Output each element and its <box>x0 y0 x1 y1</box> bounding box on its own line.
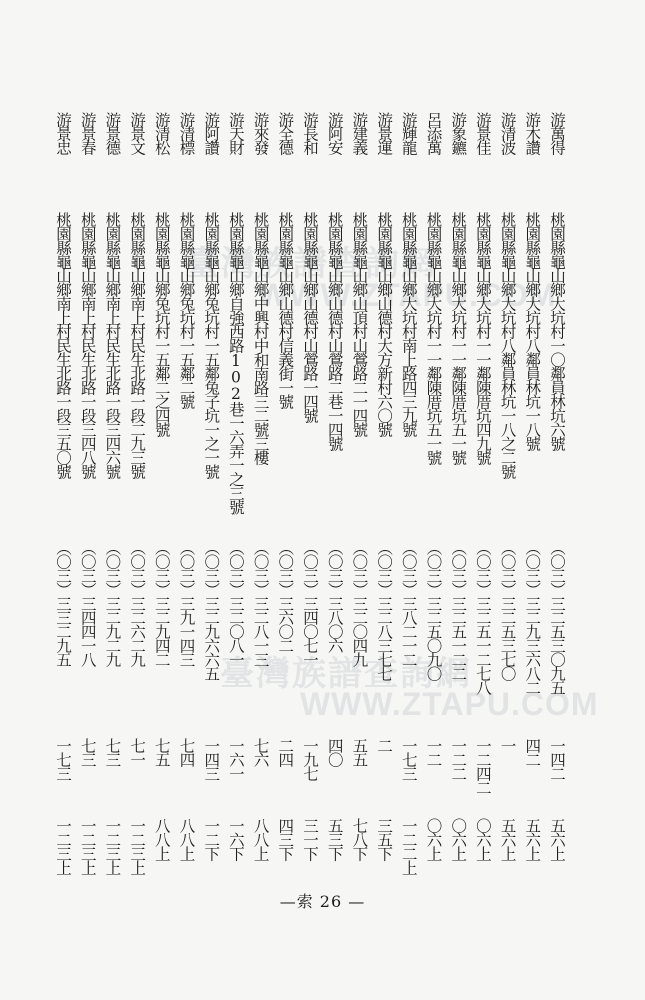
entry-name: 游長和 <box>301 112 319 154</box>
entry-page: 三一下 <box>301 818 319 860</box>
entry-phone: （〇三）三二九四二 <box>152 540 171 666</box>
entry-address: 桃園縣龜山鄉自強西路102巷一六弄一之三號 <box>226 212 245 514</box>
entry-address: 桃園縣龜山鄉山德村信義街一號 <box>276 212 295 408</box>
entry-column <box>446 112 470 892</box>
entry-volume: 五五 <box>350 738 369 766</box>
entry-name: 呂添萬 <box>424 112 443 154</box>
entry-address: 桃園縣龜山鄉山德村山鶯路一四號 <box>301 212 319 422</box>
entry-page: 八八上 <box>177 818 196 860</box>
entry-phone: （〇三）三二五一二七八 <box>473 540 492 694</box>
entry-address: 桃園縣龜山鄉山頂村山鶯路二一四號 <box>350 212 369 436</box>
entry-volume: 七一 <box>128 738 147 766</box>
page-number-footer: —索 26 — <box>279 892 366 911</box>
entry-address: 桃園縣龜山鄉南上村民生北路一段三四六號 <box>103 212 122 478</box>
entry-address: 桃園縣龜山鄉大坑村一一鄰陳厝坑五一號 <box>424 212 443 464</box>
watermark-text: 臺灣族譜查詢網 <box>220 655 472 693</box>
entry-page: 一二三上 <box>103 818 122 874</box>
entry-name: 游輝龍 <box>399 112 418 154</box>
entry-volume: 一二二 <box>449 738 468 780</box>
entry-name: 游全德 <box>276 112 295 154</box>
entry-name: 游阿安 <box>325 112 344 154</box>
entry-column <box>51 112 75 892</box>
entry-page: 一二三上 <box>128 818 147 874</box>
entry-column <box>520 112 544 892</box>
entry-name: 游景德 <box>103 112 122 154</box>
entry-name: 游景佳 <box>473 112 492 154</box>
entry-page: 四三下 <box>276 818 295 860</box>
entry-volume: 一九七 <box>301 738 319 780</box>
entry-volume: 七五 <box>152 738 171 766</box>
entry-phone: （〇三）三二八三七七 <box>375 540 394 680</box>
entry-phone: （〇三）三二九三六八二 <box>523 540 542 694</box>
entry-page: 五六上 <box>498 818 517 860</box>
entry-column <box>397 112 421 892</box>
entry-address: 桃園縣龜山鄉大坑村八鄰員林坑一八號 <box>523 212 542 450</box>
entry-column <box>273 112 297 892</box>
entry-volume: 一七三 <box>399 738 418 780</box>
entry-page: 一二三上 <box>54 818 72 874</box>
entry-name: 游萬得 <box>548 112 566 154</box>
entry-volume: 一七三 <box>54 738 72 780</box>
entry-name: 游景忠 <box>54 112 72 154</box>
entry-column <box>422 112 446 892</box>
entry-phone: （〇三）三二八一三 <box>251 540 270 666</box>
entry-address: 桃園縣龜山鄉中興村中和南路三二號三樓 <box>251 212 270 464</box>
entry-name: 游景運 <box>375 112 394 154</box>
entry-address: 桃園縣龜山鄉大坑村八鄰員林坑一八之二號 <box>498 212 517 478</box>
entry-column <box>496 112 520 892</box>
entry-phone: （〇三）三四四一八 <box>78 540 97 666</box>
entry-name: 游象鑣 <box>449 112 468 154</box>
entry-phone: （〇三）三二九六六五 <box>202 540 221 680</box>
watermark-url: WWW.ZTAPU.COM <box>300 686 599 722</box>
entry-volume: 一六一 <box>226 738 245 780</box>
entry-page: 一二下 <box>202 818 221 860</box>
entry-column <box>249 112 273 892</box>
entry-volume: 七四 <box>177 738 196 766</box>
entry-page: 〇六上 <box>473 818 492 860</box>
entry-column <box>347 112 371 892</box>
entry-phone: （〇三）三二〇八一 <box>226 540 245 666</box>
entry-volume: 一二 <box>424 738 443 766</box>
entry-name: 游阿讚 <box>202 112 221 154</box>
entry-volume: 七三 <box>103 738 122 766</box>
entry-phone: （〇三）三三二九五 <box>54 540 72 666</box>
entry-name: 游天財 <box>226 112 245 154</box>
entry-address: 桃園縣龜山鄉山德村大方新村六〇號 <box>375 212 394 436</box>
entry-volume: 七六 <box>251 738 270 766</box>
entry-volume: 一四二 <box>548 738 566 780</box>
entry-address: 桃園縣龜山鄉兔坑村一五鄰二之四號 <box>152 212 171 436</box>
entry-phone: （〇三）三二五一二二 <box>449 540 468 680</box>
entry-phone: （〇三）三二五三〇九五 <box>548 540 566 694</box>
entry-column <box>545 112 569 892</box>
entry-column <box>224 112 248 892</box>
entry-volume: 一四三 <box>202 738 221 780</box>
entry-name: 游清波 <box>498 112 517 154</box>
entry-phone: （〇三）三二九二九 <box>103 540 122 666</box>
entry-page: 一二三上 <box>78 818 97 874</box>
entry-phone: （〇三）三八二一二 <box>399 540 418 666</box>
entry-volume: 二四 <box>276 738 295 766</box>
entry-column <box>100 112 124 892</box>
entry-column <box>372 112 396 892</box>
entry-name: 游建義 <box>350 112 369 154</box>
entry-volume: 一 <box>498 738 517 752</box>
entry-phone: （〇三）三八〇六 <box>325 540 344 652</box>
entry-column <box>76 112 100 892</box>
watermark-text: 臺灣族譜查詢網 <box>185 245 437 283</box>
entry-phone: （〇三）三二六二九 <box>128 540 147 666</box>
entry-name: 游景文 <box>128 112 147 154</box>
entry-page: 五六上 <box>548 818 566 860</box>
entry-column <box>199 112 223 892</box>
entry-phone: （〇三）三二〇四九 <box>350 540 369 666</box>
entry-column <box>471 112 495 892</box>
entry-column <box>298 112 322 892</box>
entry-volume: 二 <box>375 738 394 752</box>
entry-page: 八八上 <box>251 818 270 860</box>
entry-column <box>125 112 149 892</box>
entry-page: 七八下 <box>350 818 369 860</box>
entry-address: 桃園縣龜山鄉南上村民生北路一段二九三號 <box>128 212 147 478</box>
entry-name: 游來發 <box>251 112 270 154</box>
entry-page: 八八上 <box>152 818 171 860</box>
entry-phone: （〇三）三四〇七一 <box>301 540 319 666</box>
entry-name: 游清松 <box>152 112 171 154</box>
entry-volume: 四〇 <box>325 738 344 766</box>
entry-name: 游景春 <box>78 112 97 154</box>
watermark-url: WWW.ZTAPU.COM <box>258 277 557 313</box>
entry-phone: （〇三）三六〇二 <box>276 540 295 652</box>
entry-address: 桃園縣龜山鄉大坑村一一鄰陳厝坑五一號 <box>449 212 468 464</box>
entry-page: 〇六上 <box>424 818 443 860</box>
entry-column <box>175 112 199 892</box>
entry-address: 桃園縣龜山鄉大坑村一〇鄰員林坑六號 <box>548 212 566 450</box>
entry-page: 一六下 <box>226 818 245 860</box>
entry-address: 桃園縣龜山鄉山德村山鶯路二巷一四號 <box>325 212 344 450</box>
entry-volume: 七三 <box>78 738 97 766</box>
entry-page: 一二二上 <box>399 818 418 874</box>
entry-page: 五六上 <box>523 818 542 860</box>
entry-column <box>150 112 174 892</box>
entry-phone: （〇三）三二五三七〇 <box>498 540 517 680</box>
entry-phone: （〇三）三二五〇九〇 <box>424 540 443 680</box>
entry-name: 游清標 <box>177 112 196 154</box>
entry-column <box>323 112 347 892</box>
entry-page: 〇六上 <box>449 818 468 860</box>
entry-volume: 一二四二 <box>473 738 492 794</box>
entry-address: 桃園縣龜山鄉兔坑村一五鄰兔子坑一之一號 <box>202 212 221 478</box>
entry-page: 五三下 <box>325 818 344 860</box>
entry-page: 三五下 <box>375 818 394 860</box>
entry-phone: （〇三）三九一四三 <box>177 540 196 666</box>
entry-name: 游木讚 <box>523 112 542 154</box>
entry-address: 桃園縣龜山鄉南上村民生北路一段三五〇號 <box>54 212 72 478</box>
entry-address: 桃園縣龜山鄉大坑村一一鄰陳厝坑四九號 <box>473 212 492 464</box>
entry-address: 桃園縣龜山鄉南上村民生北路一段三四八號 <box>78 212 97 478</box>
entry-volume: 四二 <box>523 738 542 766</box>
entry-address: 桃園縣龜山鄉大坑村南上路四三九號 <box>399 212 418 436</box>
entry-address: 桃園縣龜山鄉兔坑村一五鄰二號 <box>177 212 196 408</box>
